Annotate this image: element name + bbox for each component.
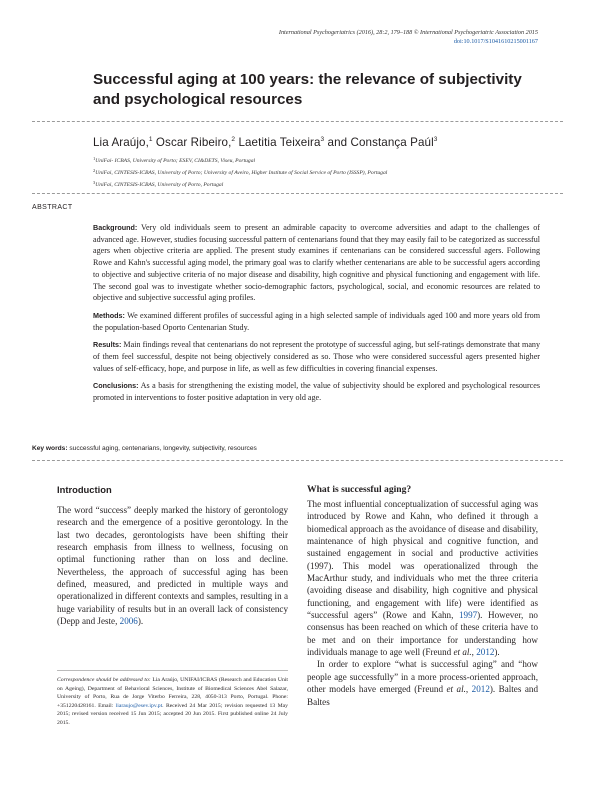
affiliation-text: UniFai- ICBAS, University of Porto; ESEV, CI&DETS, Viseu, Portugal — [95, 158, 256, 164]
citation-link[interactable]: 2012 — [471, 684, 490, 695]
abstract-background — [93, 222, 540, 304]
affiliation-mark: 1 — [93, 156, 96, 161]
abstract-section-text: We examined different profiles of successful aging in a high selected sample of individuals aged 100 and more years old from the population-based Oporto Centenarian Study. — [93, 310, 540, 332]
running-header — [279, 28, 538, 46]
paragraph-text: ). Baltes and Baltes — [307, 684, 538, 707]
affiliation — [93, 166, 387, 178]
abstract-section-label: Results: — [93, 340, 122, 350]
author-affil-mark: 2 — [231, 136, 236, 143]
author-name: Lia Araújo, — [93, 136, 149, 149]
author-name: Laetitia Teixeira — [235, 136, 321, 149]
author-name: and Constança Paúl — [324, 136, 434, 149]
correspondence-footnote — [57, 676, 288, 728]
abstract-section-label: Methods: — [93, 310, 125, 320]
et-al: et al. — [446, 684, 466, 695]
keywords — [32, 444, 257, 453]
body-paragraph — [307, 498, 538, 658]
affiliation-mark: 2 — [93, 168, 96, 173]
author-name: Oscar Ribeiro, — [152, 136, 232, 149]
correspondence-text: Lia Araújo, UNIFAI/ICBAS (Research and Education Unit on Ageing), Department of Behavioral Sciences, Institute of Biomedical Sciences Abel Salazar, University of Porto, Rua de Jorge Viterbo Ferreira, 228, 4050-313 Porto, Portugal. Phone: +351220428161. Email: — [57, 677, 289, 709]
footnote-divider — [57, 670, 288, 671]
keywords-text: successful aging, centenarians, longevity, subjectivity, resources — [67, 445, 257, 452]
keywords-label: Key words: — [32, 445, 68, 452]
abstract-section-text: Very old individuals seem to present an admirable capacity to overcome adversities and adapt to the challenges of advanced age. However, studies focusing successful pattern of centenarians found that they may easily fail to be categorized as successful agers when objective criteria are applied. The present study examines if centenarians can be considered successful agers. Following Rowe and Kahn's successful aging model, the primary goal was to clarify whether centenarians are able to be successful agers according to objective and subjective criteria of no major disease and disability, high cognitive and physical functioning and engagement with life. The second goal was to investigate whether socio-demographic factors, psychological, social, and economic resources are related to objective and subjective successful aging profiles. — [93, 223, 540, 303]
author-affil-mark: 1 — [148, 136, 153, 143]
journal-citation: International Psychogeriatrics (2016), 28:2, 179–188 © International Psychogeriatric Association 2015 — [278, 29, 538, 36]
abstract-conclusions — [93, 380, 540, 403]
introduction-paragraph — [57, 504, 288, 627]
left-column — [57, 484, 288, 627]
paragraph-text: The word “success” deeply marked the history of gerontology research and the emergence of a positive gerontology. In the last two decades, gerontologists have been shifting their research emphasis from illness to wellness, focusing on optimal functioning rather than on loss and decline. Nevertheless, the approach of successful aging has been defined, measured, and predicted in multiple ways and operationalized in different contexts and samples, resulting in a huge variability of results but in an overall lack of consistency (Depp and Jeste, — [57, 505, 288, 627]
keywords-divider — [32, 460, 563, 461]
affiliation-mark: 3 — [93, 180, 96, 185]
citation-link[interactable]: 2012 — [476, 647, 495, 658]
paragraph-text: , — [465, 684, 472, 695]
abstract-heading: ABSTRACT — [32, 204, 73, 211]
paragraph-text: In order to explore “what is successful aging” and “how people age successfully” in a more process-oriented approach, other models have emerged (Freund — [307, 659, 538, 695]
abstract-section-text: As a basis for strengthening the existing model, the value of subjectivity should be explored and psychological resources promoted in interventions to foster positive adaptation in very old age. — [93, 381, 540, 403]
email-link[interactable]: liaraujo@esev.ipv.pt — [115, 702, 163, 709]
paragraph-text: ). — [494, 647, 500, 658]
abstract-section-text: Main findings reveal that centenarians do not represent the prototype of successful aging, but self-ratings demonstrate that many of them feel successful, despite not being objectively considered as so. Those who were considered successful agers presented higher values of self-efficacy, hope, and purpose in life, as well as few difficulties in covering financial expenses. — [93, 340, 540, 373]
citation-link[interactable]: 1997 — [458, 610, 478, 621]
citation-link[interactable]: 2006 — [119, 616, 138, 627]
paragraph-text: , — [471, 647, 477, 658]
abstract-section-label: Conclusions: — [93, 381, 139, 391]
paragraph-text: ). However, no consensus has been reached on which of these criteria have to be met and on their importance for understanding how individuals manage to age well (Freund — [307, 610, 538, 658]
abstract-results — [93, 339, 540, 374]
title-divider — [32, 121, 563, 122]
correspondence-dates: . Received 24 Mar 2015; revision requested 13 May 2015; revised version received 15 Jun 2015; accepted 20 Jun 2015. First published online 24 July 2015. — [57, 702, 288, 726]
affiliation-text: UniFai, CINTESIS-ICBAS, University of Porto; University of Aveiro, Higher Institute of Social Service of Porto (ISSSP), Portugal — [95, 170, 388, 176]
affiliation — [93, 154, 387, 166]
affiliation — [93, 178, 387, 190]
abstract-methods — [93, 310, 540, 333]
author-affil-mark: 3 — [433, 136, 438, 143]
what-is-heading: What is successful aging? — [307, 484, 412, 495]
introduction-heading: Introduction — [57, 484, 112, 495]
et-al: et al. — [453, 647, 472, 658]
affiliation-list — [93, 154, 387, 190]
abstract-body — [93, 222, 540, 410]
paragraph-text: The most influential conceptualization of successful aging was introduced by Rowe and Kahn, who defined it through a biomedical approach as the avoidance of disease and disability, maintenance of high physical and cognitive function, and sustained engagement in social and productive activities (1997). This model was operationalized through the MacArthur study, and individuals who met the three criteria (avoiding disease and disability, high cognitive and physical functioning, and engagement with life) were identified as “successful agers” (Rowe and Kahn, — [307, 499, 538, 621]
author-affil-mark: 3 — [320, 136, 325, 143]
affiliation-text: UniFai, CINTESIS-ICBAS, University of Porto, Portugal — [95, 182, 224, 188]
author-list — [93, 133, 438, 150]
paragraph-text: ). — [137, 616, 144, 627]
body-paragraph — [307, 658, 538, 707]
doi-link[interactable]: doi:10.1017/S1041610215001167 — [453, 38, 538, 45]
correspondence-lead: Correspondence should be addressed to: — [57, 677, 151, 683]
right-column — [307, 484, 538, 708]
affiliation-divider — [32, 193, 563, 194]
abstract-section-label: Background: — [93, 223, 138, 232]
article-title: Successful aging at 100 years: the relevance of subjectivity and psychological resources — [93, 71, 522, 108]
